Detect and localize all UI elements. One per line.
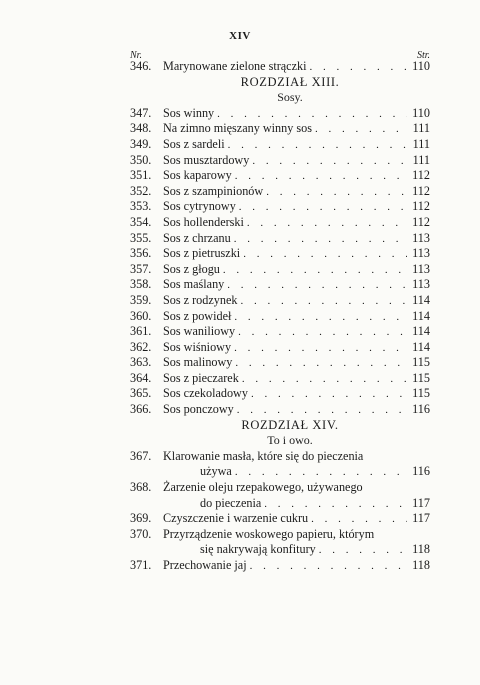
entry-page: 114	[412, 339, 430, 354]
entry-page: 112	[412, 214, 430, 229]
toc-entry	[130, 340, 430, 356]
toc-entry	[130, 293, 430, 309]
entry-title: Sos hollenderski	[163, 214, 244, 229]
entry-number: 349.	[130, 136, 152, 151]
toc-entry	[130, 215, 430, 231]
toc-entry-continuation	[130, 496, 430, 512]
dot-leader	[319, 543, 407, 559]
entry-title: Sos z szampinionów	[163, 183, 264, 198]
dot-leader	[223, 263, 407, 279]
entry-title: Klarowanie masła, które się do pieczenia	[163, 448, 364, 463]
column-header-page: Str.	[416, 50, 430, 61]
entry-title: Sos z powideł	[163, 308, 232, 323]
entry-page: 117	[412, 495, 430, 510]
chapter-13-entries	[130, 106, 430, 418]
toc-entry	[130, 121, 430, 137]
toc-entry	[130, 309, 430, 325]
dot-leader	[235, 169, 407, 185]
entry-title: Na zimno mięszany winny sos	[163, 121, 312, 136]
entry-title: Sos ponczowy	[163, 402, 234, 417]
dot-leader	[237, 403, 407, 419]
toc-entry	[130, 106, 430, 122]
chapter-subtitle: To i owo.	[267, 433, 313, 448]
entry-title: Przyrządzenie woskowego papieru, którym	[163, 526, 375, 541]
dot-leader	[247, 216, 407, 232]
dot-leader	[266, 185, 407, 201]
entry-title-continued: do pieczenia	[200, 495, 262, 510]
entry-page: 111	[412, 152, 430, 167]
toc-entry	[130, 262, 430, 278]
toc-entry	[130, 231, 430, 247]
entry-page: 111	[412, 136, 430, 151]
entry-page: 114	[412, 292, 430, 307]
entry-title-continued: używa	[200, 464, 232, 479]
entry-title-continued: się nakrywają konfitury	[200, 542, 316, 557]
dot-leader	[228, 138, 407, 154]
entry-title: Sos z sardeli	[163, 136, 225, 151]
entry-page: 113	[412, 246, 430, 261]
entry-page: 113	[412, 277, 430, 292]
entry-number: 365.	[130, 386, 152, 401]
toc-entry	[130, 402, 430, 418]
entry-page: 117	[412, 511, 430, 526]
dot-leader	[251, 387, 407, 403]
entry-title: Sos winny	[163, 105, 215, 120]
toc-entry	[130, 153, 430, 169]
dot-leader	[243, 247, 407, 263]
entry-page: 113	[412, 230, 430, 245]
entry-number: 363.	[130, 355, 152, 370]
entry-page: 111	[412, 121, 430, 136]
toc-entry-continuation	[130, 464, 430, 480]
entry-number: 362.	[130, 339, 152, 354]
entry-title: Sos wiśniowy	[163, 339, 232, 354]
toc-entry	[130, 324, 430, 340]
dot-leader	[242, 372, 407, 388]
entry-page: 116	[412, 402, 430, 417]
entry-page: 112	[412, 183, 430, 198]
toc-entry	[130, 277, 430, 293]
entry-title: Sos waniliowy	[163, 324, 236, 339]
dot-leader	[250, 559, 407, 575]
toc-entry-first-line	[130, 527, 430, 543]
entry-number: 357.	[130, 261, 152, 276]
page-folio: XIV	[229, 30, 251, 42]
entry-number: 358.	[130, 277, 152, 292]
entry-number: 370.	[130, 526, 152, 541]
toc-entry	[130, 355, 430, 371]
toc-entry	[130, 511, 430, 527]
entry-number: 352.	[130, 183, 152, 198]
dot-leader	[234, 232, 407, 248]
entry-title: Sos z rodzynek	[163, 292, 238, 307]
toc-entry	[130, 168, 430, 184]
dot-leader	[217, 107, 407, 123]
entry-title: Sos musztardowy	[163, 152, 250, 167]
entry-title: Czyszczenie i warzenie cukru	[163, 511, 309, 526]
toc-entry-continuation	[130, 542, 430, 558]
toc-entry	[130, 386, 430, 402]
entry-title: Sos cytrynowy	[163, 199, 236, 214]
entry-title: Sos kaparowy	[163, 168, 232, 183]
entry-title: Sos maślany	[163, 277, 225, 292]
entry-number: 369.	[130, 511, 152, 526]
entry-title: Sos malinowy	[163, 355, 233, 370]
entry-page: 113	[412, 261, 430, 276]
entry-title: Sos z chrzanu	[163, 230, 231, 245]
entry-number: 368.	[130, 480, 152, 495]
dot-leader	[252, 154, 407, 170]
entry-page: 112	[412, 199, 430, 214]
entry-title: Sos z głogu	[163, 261, 220, 276]
toc-entry	[130, 59, 430, 75]
table-of-contents	[130, 59, 430, 574]
dot-leader	[264, 497, 407, 513]
toc-entry-first-line	[130, 449, 430, 465]
entry-number: 353.	[130, 199, 152, 214]
entry-number: 346.	[130, 59, 152, 73]
entry-page: 110	[412, 59, 430, 73]
dot-leader	[239, 200, 407, 216]
dot-leader	[311, 512, 407, 528]
dot-leader	[238, 325, 407, 341]
dot-leader	[240, 294, 407, 310]
dot-leader	[315, 122, 407, 138]
entry-number: 354.	[130, 214, 152, 229]
chapter-heading: ROZDZIAŁ XIV.	[241, 417, 339, 432]
dot-leader	[309, 60, 407, 76]
toc-entry	[130, 246, 430, 262]
entry-page: 114	[412, 324, 430, 339]
dot-leader	[235, 356, 407, 372]
entry-number: 350.	[130, 152, 152, 167]
column-header-number: Nr.	[130, 50, 142, 61]
entry-title: Marynowane zielone strączki	[163, 59, 307, 73]
entry-page: 115	[412, 355, 430, 370]
entry-title: Przechowanie jaj	[163, 558, 247, 572]
entry-number: 364.	[130, 370, 152, 385]
dot-leader	[235, 465, 407, 481]
entry-number: 367.	[130, 448, 152, 463]
dot-leader	[234, 341, 407, 357]
entry-page: 110	[412, 105, 430, 120]
dot-leader	[234, 310, 407, 326]
entry-title: Żarzenie oleju rzepakowego, używanego	[163, 480, 363, 495]
entry-page: 112	[412, 168, 430, 183]
chapter-subtitle: Sosy.	[277, 90, 303, 105]
entry-number: 371.	[130, 558, 152, 572]
entry-number: 360.	[130, 308, 152, 323]
entry-title: Sos z pieczarek	[163, 370, 239, 385]
entry-title: Sos czekoladowy	[163, 386, 248, 401]
entry-number: 348.	[130, 121, 152, 136]
entry-page: 116	[412, 464, 430, 479]
entry-page: 118	[412, 542, 430, 557]
chapter-14-entries	[130, 449, 430, 574]
toc-entry	[130, 558, 430, 574]
entry-page: 115	[412, 386, 430, 401]
entry-number: 351.	[130, 168, 152, 183]
toc-entry	[130, 199, 430, 215]
entry-page: 118	[412, 558, 430, 572]
chapter-heading: ROZDZIAŁ XIII.	[240, 74, 340, 89]
dot-leader	[227, 278, 407, 294]
entry-number: 359.	[130, 292, 152, 307]
entry-page: 114	[412, 308, 430, 323]
toc-entry	[130, 137, 430, 153]
entry-number: 361.	[130, 324, 152, 339]
entry-number: 347.	[130, 105, 152, 120]
entry-number: 366.	[130, 402, 152, 417]
toc-entry-first-line	[130, 480, 430, 496]
entry-page: 115	[412, 370, 430, 385]
entry-title: Sos z pietruszki	[163, 246, 241, 261]
toc-entry	[130, 371, 430, 387]
toc-entry	[130, 184, 430, 200]
entry-number: 356.	[130, 246, 152, 261]
entry-number: 355.	[130, 230, 152, 245]
